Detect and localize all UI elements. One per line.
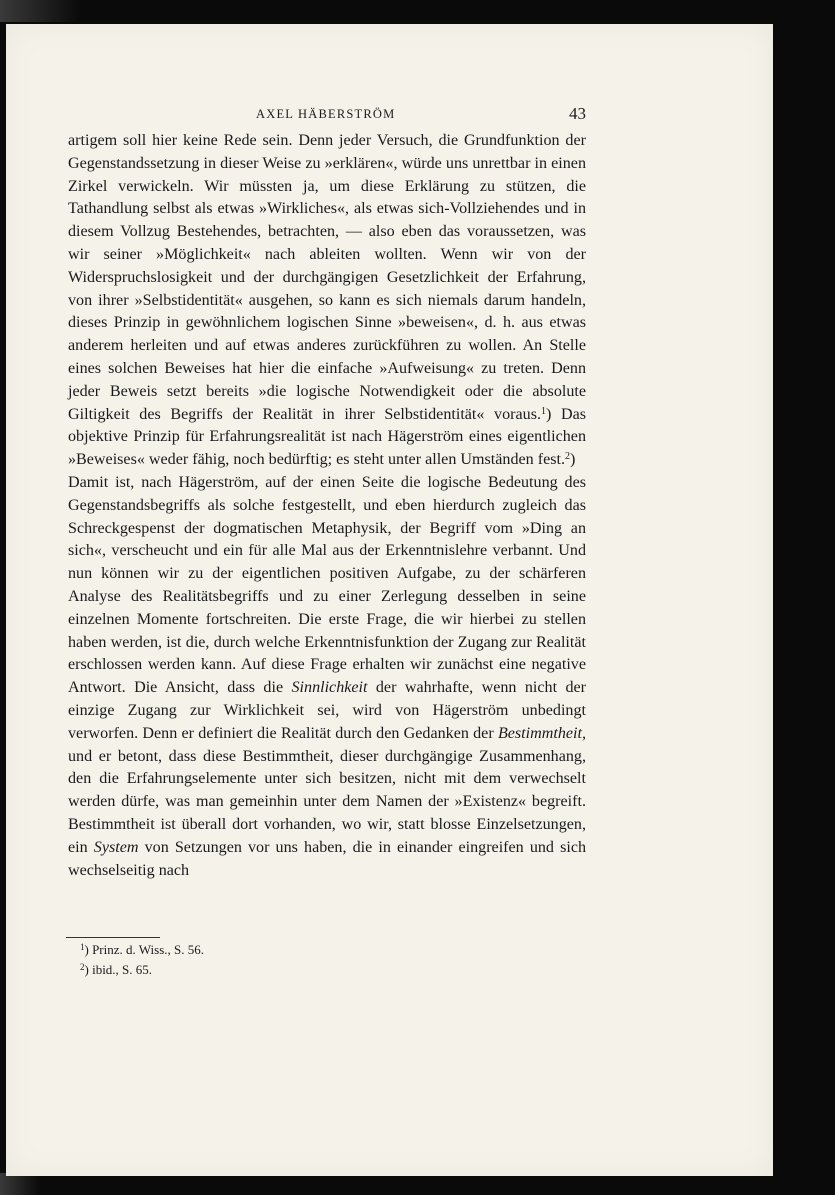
paragraph-1-text-a: artigem soll hier keine Rede sein. Denn jeder Versuch, die Grundfunktion der Gegenstandssetzung in dieser Weise zu »erklären«, würde uns unrettbar in einen Zirkel verwickeln. Wir müssten ja, um diese Erklärung zu stützen, die Tathandlung selbst als etwas »Wirkliches«, als etwas sich-Vollziehendes und in diesem Vollzug Bestehendes, betrachten, — also eben das voraussetzen, was wir seiner »Möglichkeit« nach ableiten wollten. Wenn wir von der Widerspruchslosigkeit und der durchgängigen Gesetzlichkeit der Erfahrung, von ihrer »Selbstidentität« ausgehen, so kann es sich niemals darum handeln, dieses Prinzip in gewöhnlichem logischen Sinne »beweisen«, d. h. aus etwas anderem herleiten und auf etwas anderes zurückführen zu wollen. An Stelle eines solchen Beweises hat hier die einfache »Aufweisung« zu treten. Denn jeder Beweis setzt bereits »die logische Notwendigkeit oder die absolute Giltigkeit des Begriffs der Realität in ihrer Selbstidentität« voraus. bbox=[68, 132, 586, 423]
paragraph-1-text-c: ) bbox=[569, 451, 576, 469]
footnote-2 bbox=[80, 960, 480, 980]
body-text bbox=[68, 130, 586, 882]
running-head: AXEL HÄBERSTRÖM bbox=[256, 107, 396, 121]
page-number: 43 bbox=[569, 104, 586, 123]
emphasis-bestimmtheit: Bestimmtheit, bbox=[497, 724, 586, 742]
paragraph-1-text-b: ) Das objektive Prinzip für Erfahrungsrealität ist nach Hägerström eines eigentlichen »Beweises« weder fähig, noch bedürftig; es steht unter allen Umständen fest. bbox=[68, 405, 586, 469]
footnote-rule bbox=[66, 937, 160, 938]
paragraph-2 bbox=[68, 472, 586, 882]
paragraph-2-text-c: und er betont, dass diese Bestimmtheit, dieser durchgängige Zusammenhang, den die Erfahrungselemente unter sich besitzen, nicht mit dem verwechselt werden dürfe, was man gemeinhin unter dem Namen der »Existenz« begreift. Bestimmtheit ist überall dort vorhanden, wo wir, statt blosse Einzelsetzungen, ein bbox=[68, 747, 586, 856]
footnote-1-mark: 1 bbox=[80, 942, 85, 952]
scan-edge-mark-bottom bbox=[0, 1173, 40, 1195]
footnote-2-mark: 2 bbox=[80, 962, 85, 972]
paragraph-2-text-d: von Setzungen vor uns haben, die in einander eingreifen und sich wechselseitig nach bbox=[68, 838, 587, 879]
footnote-ref-2: 2 bbox=[564, 451, 570, 463]
footnote-1-text: ) Prinz. d. Wiss., S. 56. bbox=[84, 942, 204, 957]
page-header bbox=[80, 104, 586, 128]
footnote-1 bbox=[80, 940, 480, 960]
paragraph-2-text-b: der wahrhafte, wenn nicht der einzige Zugang zur Wirklichkeit sei, wird von Hägerström unbedingt verworfen. Denn er definiert die Realität durch den Gedanken der bbox=[68, 679, 586, 742]
emphasis-sinnlichkeit: Sinnlichkeit bbox=[291, 679, 368, 697]
paragraph-1 bbox=[68, 130, 586, 472]
scan-edge-mark-top bbox=[0, 0, 80, 22]
footnote-2-text: ) ibid., S. 65. bbox=[84, 962, 153, 977]
emphasis-system: System bbox=[93, 838, 139, 856]
footnote-ref-1: 1 bbox=[540, 405, 546, 417]
footnotes bbox=[80, 940, 480, 980]
paragraph-2-text-a: Damit ist, nach Hägerström, auf der einen Seite die logische Bedeutung des Gegenstandsbegriffs als solche festgestellt, und eben hierdurch zugleich das Schreckgespenst der dogmatischen Metaphysik, der Begriff vom »Ding an sich«, verscheucht und ein für alle Mal aus der Erkenntnislehre verbannt. Und nun können wir zu der eigentlichen positiven Aufgabe, zu der schärferen Analyse des Realitätsbegriffs und zu einer Zerlegung desselben in seine einzelnen Momente fortschreiten. Die erste Frage, die wir hierbei zu stellen haben werden, ist die, durch welche Erkenntnisfunktion der Zugang zur Realität erschlossen werden kann. Auf diese Frage erhalten wir zunächst eine negative Antwort. Die Ansicht, dass die bbox=[68, 473, 586, 697]
